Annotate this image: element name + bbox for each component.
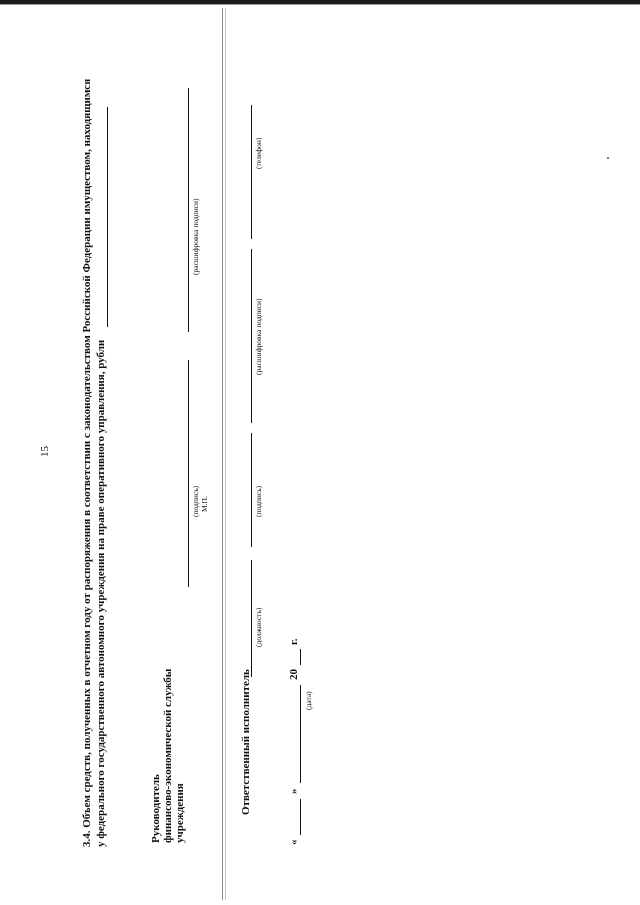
date-year-suffix: г. [288, 638, 300, 645]
head-signature-caption: (подпись) [191, 485, 200, 517]
executor-signature-caption: (подпись) [254, 485, 263, 517]
head-title-line1: Руководитель [150, 774, 162, 843]
executor-position-line [251, 560, 252, 677]
head-title-line3: учреждения [174, 783, 186, 843]
head-decoding-line [188, 88, 189, 332]
page-number: 15 [39, 446, 51, 457]
section-value-line [107, 107, 108, 327]
executor-phone-caption: (телефон) [254, 137, 263, 169]
section-heading-line1: 3.4. Объем средств, полученных в отчетном году от распоряжения в соответствии с законодательством Российской Федерации имуществом, находящимся [81, 78, 93, 847]
executor-title: Ответственный исполнитель [240, 669, 252, 815]
date-year-prefix: 20 [288, 669, 300, 680]
date-close-quote: » [288, 788, 300, 794]
date-open-quote: « [288, 839, 300, 845]
executor-signature-line [251, 433, 252, 547]
head-title-line2: финансово-экономической службы [162, 668, 174, 843]
executor-phone-line [251, 105, 252, 239]
date-caption: (дата) [304, 691, 313, 710]
head-decoding-caption: (расшифровка подписи) [191, 198, 200, 275]
section-heading-line2: у федерального государственного автономного учреждения на праве оперативного управления, рубли [95, 339, 107, 847]
head-signature-line [188, 360, 189, 587]
executor-decoding-line [251, 249, 252, 423]
executor-position-caption: (должность) [254, 607, 263, 647]
date-year-line [300, 649, 301, 665]
stamp-caption: М.П. [200, 496, 209, 512]
executor-decoding-caption: (расшифровка подписи) [254, 298, 263, 375]
date-day-line [300, 799, 301, 835]
date-month-line [300, 685, 301, 783]
